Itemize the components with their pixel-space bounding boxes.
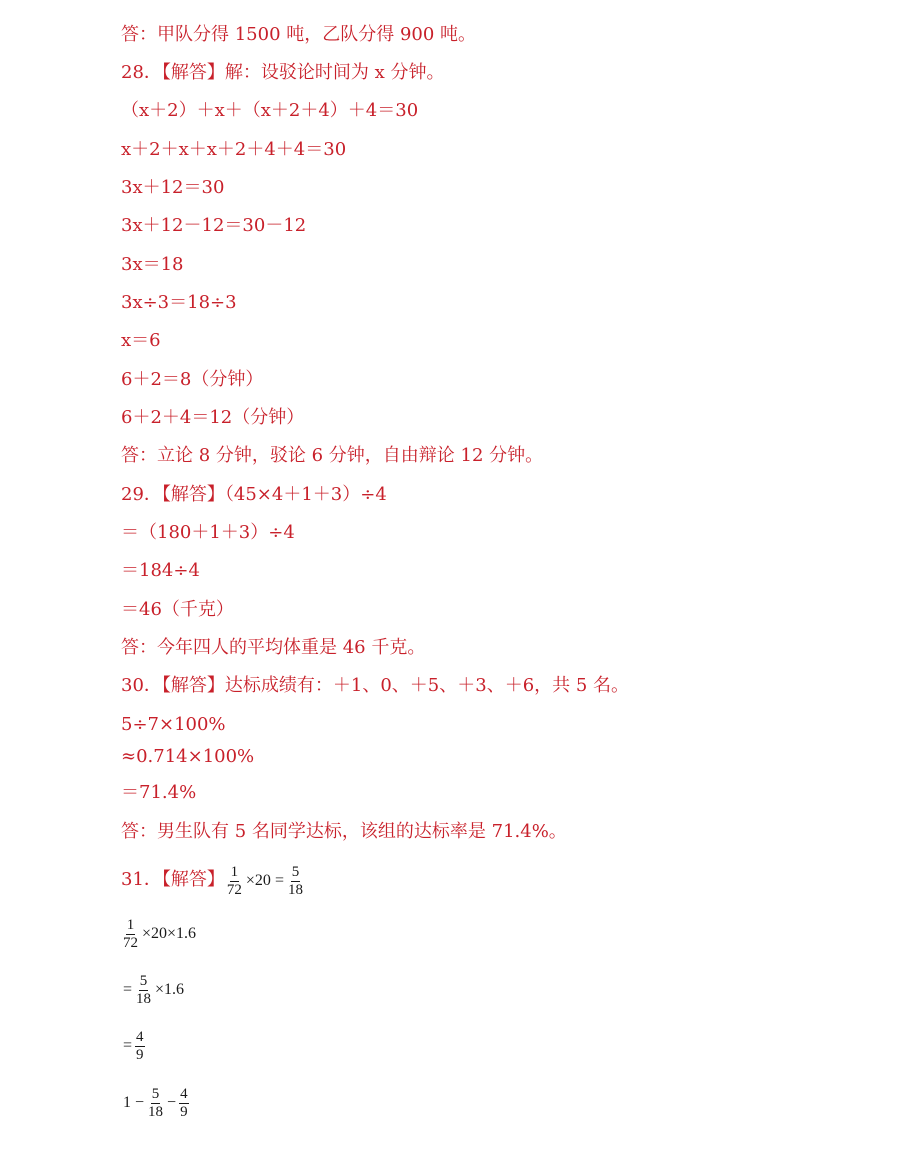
numerator: 5 [291, 863, 300, 880]
math-operator: ×20 [245, 872, 271, 890]
equals-sign: = [123, 1037, 133, 1055]
denominator: 18 [136, 990, 152, 1007]
numerator: 4 [180, 1085, 188, 1102]
minus-sign: − [167, 1094, 177, 1112]
equation-line: 3x＝18 [121, 254, 184, 275]
fraction-equation [225, 863, 305, 898]
equation-line: x＋2＋x＋x＋2＋4＋4＝30 [121, 139, 347, 160]
math-number: 1 [123, 1094, 131, 1112]
fraction [122, 917, 139, 952]
solution-heading-29: 29．【解答】（45×4＋1＋3）÷4 [121, 484, 387, 505]
fraction-equation [121, 914, 198, 954]
denominator: 72 [226, 881, 242, 898]
numerator: 4 [136, 1028, 144, 1045]
solution-heading-30: 30．【解答】达标成绩有：＋1、0、＋5、＋3、＋6，共 5 名。 [121, 675, 630, 696]
minus-sign: − [135, 1094, 145, 1112]
denominator: 9 [180, 1103, 188, 1120]
equation-line: ≈0.714×100% [121, 746, 255, 767]
fraction [287, 864, 304, 899]
fraction-equation [121, 970, 186, 1010]
denominator: 72 [123, 934, 138, 951]
fraction-equation [121, 1083, 190, 1123]
answer-line-29: 答：今年四人的平均体重是 46 千克。 [121, 637, 426, 658]
solution-heading-31 [121, 860, 305, 901]
equation-line: 6＋2＝8（分钟） [121, 369, 264, 390]
numerator: 1 [230, 863, 239, 880]
fraction [135, 1029, 145, 1064]
denominator: 18 [148, 1103, 164, 1120]
numerator: 5 [139, 972, 148, 989]
equation-line: 6＋2＋4＝12（分钟） [121, 407, 305, 428]
equation-line: ＝（180＋1＋3）÷4 [121, 522, 295, 543]
math-operator: ×1.6 [155, 981, 185, 999]
equation-line: ＝184÷4 [121, 560, 200, 581]
solution-heading-31-label: 31．【解答】 [121, 869, 225, 890]
equals-sign: = [123, 981, 133, 999]
equation-line: 5÷7×100% [121, 714, 226, 735]
equation-line: ＝46（千克） [121, 599, 234, 620]
equation-line: x＝6 [121, 330, 161, 351]
numerator: 5 [151, 1085, 160, 1102]
denominator: 18 [287, 881, 303, 898]
math-operator: ×20×1.6 [142, 925, 197, 943]
fraction-equation [121, 1026, 146, 1066]
equation-line: 3x＋12＝30 [121, 177, 225, 198]
fraction [135, 973, 152, 1008]
answer-line-27: 答：甲队分得 1500 吨，乙队分得 900 吨。 [121, 24, 477, 45]
equation-line: ＝71.4% [121, 782, 197, 803]
answer-line-30: 答：男生队有 5 名同学达标，该组的达标率是 71.4%。 [121, 821, 567, 842]
fraction [226, 864, 243, 899]
equation-line: （x＋2）＋x＋（x＋2＋4）＋4＝30 [121, 100, 419, 121]
fraction [179, 1086, 189, 1121]
solution-heading-28: 28．【解答】解：设驳论时间为 x 分钟。 [121, 62, 445, 83]
equation-line: 3x÷3＝18÷3 [121, 292, 237, 313]
equals-sign: = [274, 872, 284, 890]
equation-line: 3x＋12－12＝30－12 [121, 215, 307, 236]
fraction [147, 1086, 164, 1121]
answer-line-28: 答：立论 8 分钟，驳论 6 分钟，自由辩论 12 分钟。 [121, 445, 544, 466]
numerator: 1 [126, 916, 135, 933]
denominator: 9 [136, 1046, 144, 1063]
